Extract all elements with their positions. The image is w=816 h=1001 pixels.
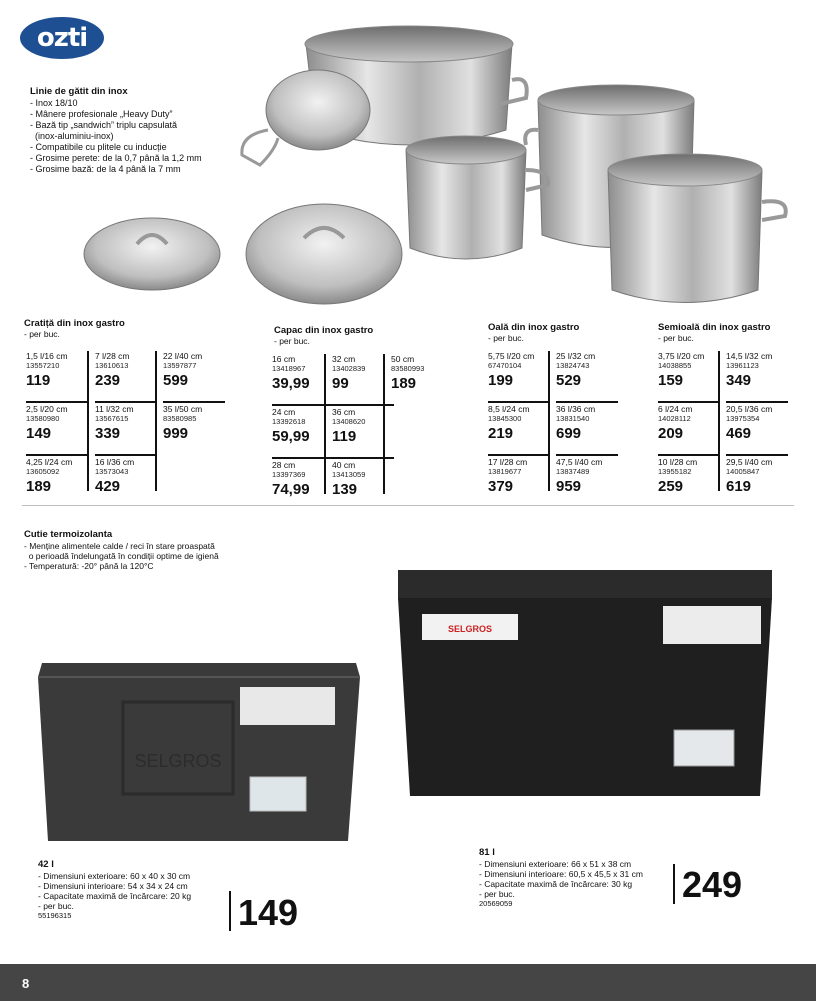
price-column [26,351,88,508]
spec-line: - Dimensiuni exterioare: 66 x 51 x 38 cm [479,859,632,869]
product-unit: - per buc. [658,333,694,343]
cookware-feature: - Grosime bază: de la 4 până la 7 mm [30,164,181,174]
spec-title: 42 l [38,859,54,870]
product-code: 55196315 [38,911,72,920]
price-item: 50 cm 83580993 189 [391,354,425,392]
price-item: 32 cm 13402839 99 [332,354,394,406]
spec-line: - Dimensiuni interioare: 54 x 34 x 24 cm [38,881,188,891]
price-bar [673,864,675,904]
price-item: 10 l/28 cm 13955182 259 [658,457,698,495]
price-item: 14,5 l/32 cm 13961123 349 [726,351,788,403]
product-unit: - per buc. [274,336,310,346]
spec-line: - per buc. [38,901,74,911]
price-item: 25 l/32 cm 13824743 529 [556,351,618,403]
price-column [95,351,157,508]
price-item: 17 l/28 cm 13819677 379 [488,457,528,495]
price-item: 5,75 l/20 cm 67470104 199 [488,351,550,403]
product-title: Semioală din inox gastro [658,322,771,333]
column-divider [155,351,157,491]
price-column [726,351,788,508]
price-bar [229,891,231,931]
price-item: 29,5 l/40 cm 14005847 619 [726,457,773,495]
thermo-42-specs [38,859,191,921]
price-item: 8,5 l/24 cm 13845300 219 [488,404,550,456]
spec-line: - Dimensiuni interioare: 60,5 x 45,5 x 31 cm [479,869,643,879]
thermo-box-42-image [38,657,360,841]
thermo-title: Cutie termoizolanta [24,529,113,540]
spec-line: - Capacitate maximă de încărcare: 20 kg [38,891,192,901]
price-item: 24 cm 13392618 59,99 [272,407,334,459]
price-item: 40 cm 13413059 139 [332,460,366,498]
price-81: 249 [682,864,743,905]
price-item: 1,5 l/16 cm 13557210 119 [26,351,88,403]
price-column [391,354,453,405]
spec-line: - Dimensiuni exterioare: 60 x 40 x 30 cm [38,871,191,881]
product-unit: - per buc. [24,329,60,339]
section-divider [22,505,794,506]
price-item: 3,75 l/20 cm 14038855 159 [658,351,720,403]
thermo-feature: - Temperatură: -20° până la 120°C [24,561,154,571]
price-column [658,351,720,508]
cookware-description [30,86,250,175]
price-column [556,351,618,508]
cookware-feature: - Grosime perete: de la 0,7 până la 1,2 mm [30,153,202,163]
price-item: 36 cm 13408620 119 [332,407,394,459]
svg-text:SELGROS: SELGROS [134,751,222,771]
thermo-description [24,529,219,571]
page-number: 8 [22,976,30,991]
price-item: 16 l/36 cm 13573043 429 [95,457,135,495]
price-item: 4,25 l/24 cm 13605092 189 [26,457,73,495]
spec-line: - Capacitate maximă de încărcare: 30 kg [479,879,633,889]
product-title: Cratiță din inox gastro [24,318,125,329]
thermo-81-specs [479,847,643,909]
spec-line: - per buc. [479,889,515,899]
price-item: 47,5 l/40 cm 13837489 959 [556,457,603,495]
thermo-feature: o perioadă îndelungată în condiții optime de igienă [24,551,219,561]
product-title: Oală din inox gastro [488,322,580,333]
page-footer [0,964,816,1001]
price-item: 2,5 l/20 cm 13580980 149 [26,404,88,456]
ozti-logo: ozti [20,17,104,59]
price-item: 35 l/50 cm 83580985 999 [163,404,203,442]
price-item: 22 l/40 cm 13597877 599 [163,351,225,403]
thermo-feature: - Menține alimentele calde / reci în stare proaspată [24,541,215,551]
price-item: 11 l/32 cm 13567615 339 [95,404,157,456]
column-divider [548,351,550,491]
cookware-feature: - Compatibile cu plitele cu inducție [30,142,167,152]
column-divider [383,354,385,494]
price-item: 7 l/28 cm 13610613 239 [95,351,157,403]
price-42: 149 [238,892,299,933]
product-title-block [488,322,579,343]
product-title-block [658,322,770,343]
price-item: 28 cm 13397369 74,99 [272,460,310,498]
thermo-box-81-image [398,566,772,796]
column-divider [718,351,720,491]
spec-title: 81 l [479,847,495,858]
product-code: 20569059 [479,899,513,908]
cookware-title: Linie de gătit din inox [30,86,128,97]
cookware-feature: - Inox 18/10 [30,98,78,108]
price-column [163,351,225,455]
column-divider [324,354,326,494]
product-title-block [24,318,125,339]
lids-product-image [82,196,412,308]
cookware-feature: - Mânere profesionale „Heavy Duty” [30,109,173,119]
price-column [332,354,394,511]
price-column [488,351,550,508]
price-item: 16 cm 13418967 39,99 [272,354,334,406]
cookware-feature: (inox-aluminiu-inox) [30,131,114,141]
product-title: Capac din inox gastro [274,325,374,336]
column-divider [87,351,89,491]
cookware-feature: - Bază tip „sandwich” triplu capsulată [30,120,178,130]
product-unit: - per buc. [488,333,524,343]
svg-text:SELGROS: SELGROS [447,624,493,634]
product-title-block [274,325,373,346]
price-item: 6 l/24 cm 14028112 209 [658,404,720,456]
price-item: 20,5 l/36 cm 13975354 469 [726,404,788,456]
price-item: 36 l/36 cm 13831540 699 [556,404,618,456]
